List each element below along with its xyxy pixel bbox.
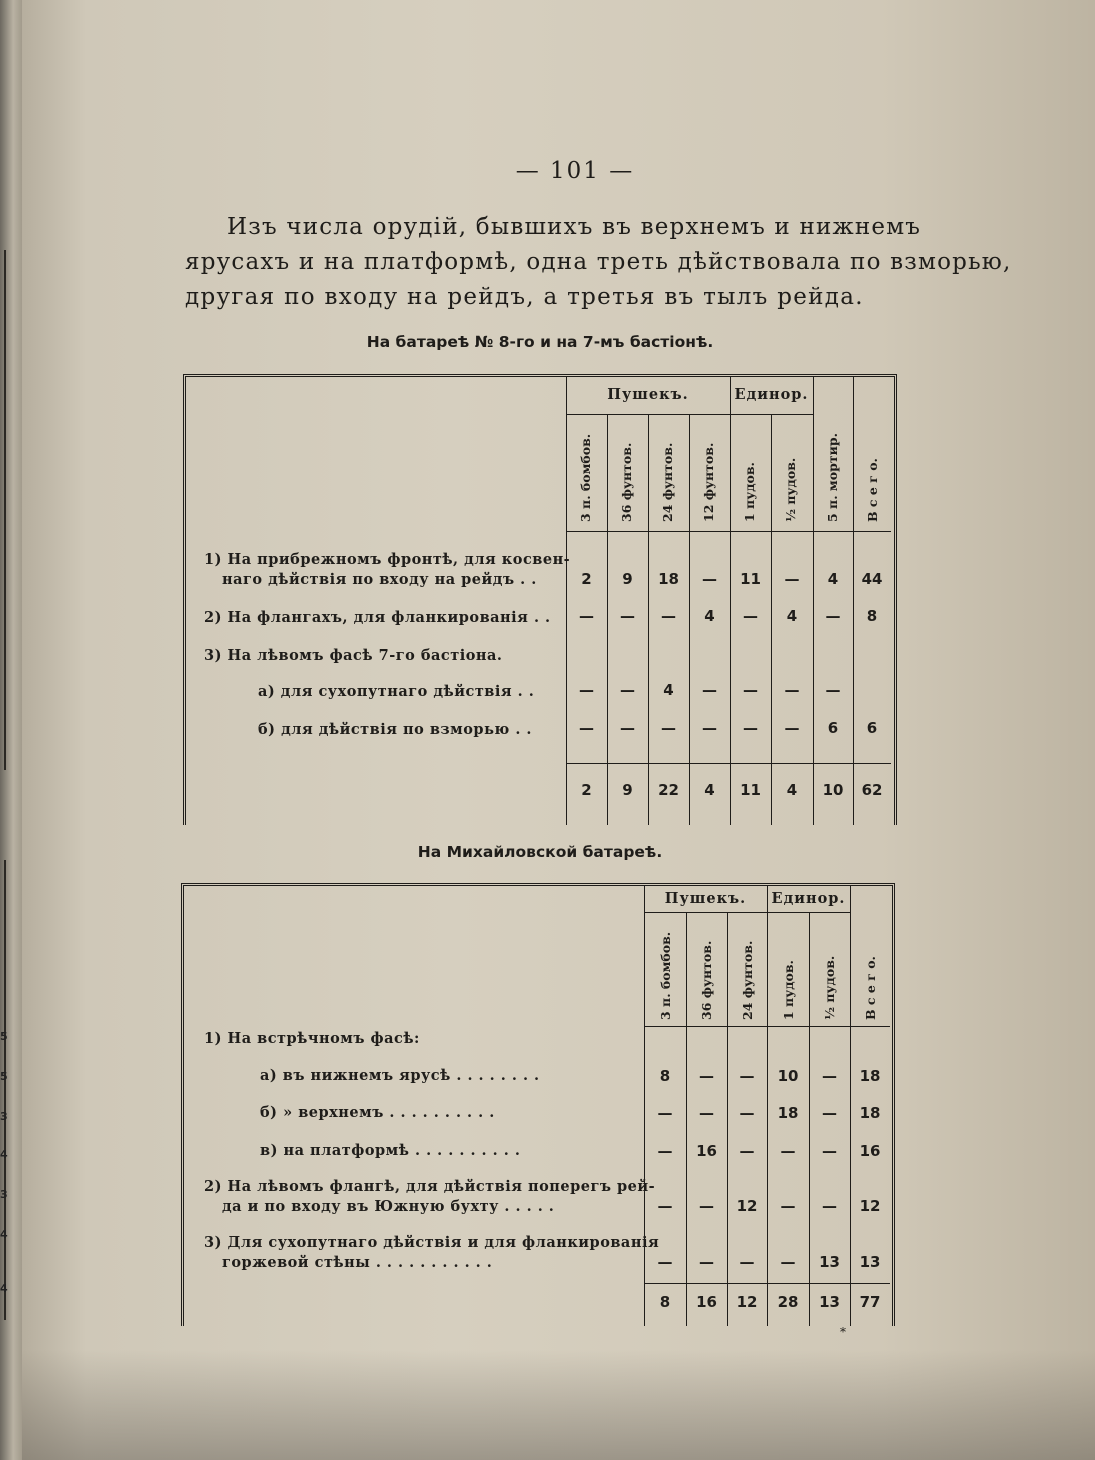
intro-paragraph	[185, 210, 1012, 315]
table1-cell: —	[620, 719, 635, 737]
margin-digit: 4	[0, 1282, 8, 1295]
table1-cell: 2	[581, 570, 592, 588]
table2-row-label: да и по входу въ Южную бухту . . . . .	[222, 1198, 555, 1215]
margin-digit: 5	[0, 1030, 8, 1043]
table1-cell: 11	[740, 570, 761, 588]
table1-row-label: 2) На флангахъ, для фланкированія . .	[204, 609, 551, 626]
table2-cell: —	[699, 1197, 714, 1215]
table1-row-label: б) для дѣйствія по взморью . .	[258, 721, 532, 738]
table1-cell: 6	[866, 719, 878, 737]
table1-cell: —	[743, 681, 758, 699]
table1-cell: —	[579, 681, 594, 699]
adjacent-table-rule	[4, 250, 6, 770]
table1-cell: 44	[861, 570, 883, 588]
table1-cell: —	[579, 719, 594, 737]
table1-total-cell: 9	[622, 781, 633, 799]
table1-cell: —	[661, 719, 676, 737]
table2-cell: —	[657, 1197, 673, 1215]
table2-cell: —	[780, 1197, 796, 1215]
table1-cell: —	[661, 607, 676, 625]
adjacent-page-edge	[0, 0, 22, 1460]
table1-cell: 4	[827, 570, 839, 588]
table2-cell: —	[739, 1067, 755, 1085]
table2-col-header: 36 фунтов.	[699, 940, 714, 1020]
table1-cell: —	[825, 681, 841, 699]
table1-cell: 4	[704, 607, 715, 625]
table2-cell: —	[699, 1253, 714, 1271]
table1-col-header: 36 фунтов.	[619, 442, 634, 522]
margin-digit: 4	[0, 1148, 8, 1161]
table2-cell: —	[657, 1104, 673, 1122]
table1-col-header: 5 п. мортир.	[825, 433, 840, 522]
table2-cell: 18	[777, 1104, 799, 1122]
table2-cell: —	[699, 1067, 714, 1085]
table1-cell: 9	[622, 570, 633, 588]
table1-cell: 8	[866, 607, 878, 625]
table2-col-header: 24 фунтов.	[740, 940, 755, 1020]
table1-row-label: наго дѣйствія по входу на рейдъ . .	[222, 571, 537, 588]
table1-cell: —	[579, 607, 594, 625]
table1-cell: —	[784, 570, 800, 588]
table2-cell: —	[699, 1104, 714, 1122]
table1-cell: —	[702, 719, 717, 737]
table2-cell: 10	[777, 1067, 799, 1085]
table2-cell: 18	[859, 1104, 881, 1122]
table2-total-cell: 77	[859, 1293, 881, 1311]
table2-cell: 13	[819, 1253, 840, 1271]
table2	[181, 883, 895, 1326]
table2-cell: 12	[859, 1197, 881, 1215]
table1-cell: —	[743, 719, 758, 737]
table2-col-header: В с е г о.	[863, 956, 878, 1020]
adjacent-table-rule	[4, 860, 6, 1320]
table2-row-label: а) въ нижнемъ ярусѣ . . . . . . . .	[260, 1067, 540, 1084]
table1-cell: —	[743, 607, 758, 625]
table1	[183, 374, 897, 825]
table2-row-label: 1) На встрѣчномъ фасѣ:	[204, 1030, 420, 1047]
table1-total-cell: 10	[822, 781, 844, 799]
table1-cell: 6	[827, 719, 839, 737]
table2-cell: —	[739, 1142, 755, 1160]
table2-col-header: 3 п. бомбов.	[658, 931, 673, 1020]
table2-cell: —	[657, 1142, 673, 1160]
table1-group-edinor: Единор.	[734, 386, 809, 403]
table1-row-label: 1) На прибрежномъ фронтѣ, для косвен-	[204, 551, 571, 568]
printer-mark: *	[840, 1325, 846, 1339]
intro-line: Изъ числа орудій, бывшихъ въ верхнемъ и нижнемъ	[227, 214, 922, 240]
table1-cell: —	[825, 607, 841, 625]
margin-digit: 3	[0, 1110, 8, 1123]
table1-total-cell: 2	[581, 781, 592, 799]
table2-cell: —	[822, 1104, 837, 1122]
table2-cell: —	[780, 1142, 796, 1160]
table1-cell: 4	[663, 681, 674, 699]
table2-row-label: в) на платформѣ . . . . . . . . . .	[260, 1142, 521, 1159]
table1-total-cell: 11	[740, 781, 761, 799]
table1-cell: 4	[786, 607, 798, 625]
margin-digit: 3	[0, 1188, 8, 1201]
table2-row-label: горжевой стѣны . . . . . . . . . . .	[222, 1254, 493, 1271]
table1-caption: На батареѣ № 8-го и на 7-мъ бастіонѣ.	[366, 333, 714, 351]
table2-cell: —	[657, 1253, 673, 1271]
table2-cell: —	[739, 1253, 755, 1271]
table2-col-header: 1 пудов.	[781, 960, 796, 1020]
table1-cell: —	[784, 681, 800, 699]
table2-row-label: 2) На лѣвомъ флангѣ, для дѣйствія поперегъ рей-	[204, 1178, 656, 1195]
table1-total-cell: 4	[786, 781, 798, 799]
table2-total-cell: 16	[696, 1293, 717, 1311]
table2-cell: 16	[859, 1142, 881, 1160]
table2-total-cell: 12	[736, 1293, 758, 1311]
table1-cell: —	[702, 570, 717, 588]
table2-cell: 18	[859, 1067, 881, 1085]
table2-cell: —	[822, 1067, 837, 1085]
table1-total-cell: 62	[861, 781, 883, 799]
table1-cell: —	[620, 607, 635, 625]
table1-row-label: а) для сухопутнаго дѣйствія . .	[258, 683, 535, 700]
table1-col-header: ½ пудов.	[783, 457, 798, 522]
table1-col-header: 3 п. бомбов.	[578, 433, 593, 522]
table1-col-header: 12 фунтов.	[701, 442, 716, 522]
table2-row-label: 3) Для сухопутнаго дѣйствія и для фланкированія	[204, 1234, 660, 1251]
table2-total-cell: 28	[777, 1293, 799, 1311]
table1-cell: 18	[658, 570, 679, 588]
table2-row-label: б) » верхнемъ . . . . . . . . . .	[260, 1104, 495, 1121]
table2-group-edinor: Единор.	[771, 890, 846, 907]
table2-total-cell: 13	[819, 1293, 840, 1311]
intro-line: ярусахъ и на платформѣ, одна треть дѣйствовала по взморью,	[185, 249, 1012, 275]
table1-row-label: 3) На лѣвомъ фасѣ 7-го бастіона.	[204, 647, 503, 664]
margin-digit: 5	[0, 1070, 8, 1083]
table2-total-cell: 8	[659, 1293, 671, 1311]
table1-total-cell: 22	[658, 781, 679, 799]
table1-total-cell: 4	[704, 781, 715, 799]
intro-line: другая по входу на рейдъ, а третья въ тылъ рейда.	[185, 284, 864, 310]
table1-cell: —	[784, 719, 800, 737]
table1-col-header: 1 пудов.	[742, 462, 757, 522]
table1-col-header: 24 фунтов.	[660, 442, 675, 522]
table2-cell: —	[822, 1142, 837, 1160]
table2-cell: —	[780, 1253, 796, 1271]
table1-cell: —	[620, 681, 635, 699]
table2-cell: 13	[859, 1253, 881, 1271]
table2-cell: —	[739, 1104, 755, 1122]
margin-digit: 4	[0, 1228, 8, 1241]
table2-group-pushek: Пушекъ.	[664, 890, 747, 907]
table2-caption: На Михайловской батареѣ.	[417, 843, 663, 861]
table1-col-header: В с е г о.	[865, 458, 880, 522]
table1-cell: —	[702, 681, 717, 699]
table2-cell: —	[822, 1197, 837, 1215]
table2-cell: 16	[696, 1142, 717, 1160]
page-number: — 101 —	[515, 158, 635, 184]
table1-group-pushek: Пушекъ.	[607, 386, 689, 403]
table2-col-header: ½ пудов.	[822, 955, 837, 1020]
table2-cell: 12	[736, 1197, 758, 1215]
table2-cell: 8	[659, 1067, 671, 1085]
